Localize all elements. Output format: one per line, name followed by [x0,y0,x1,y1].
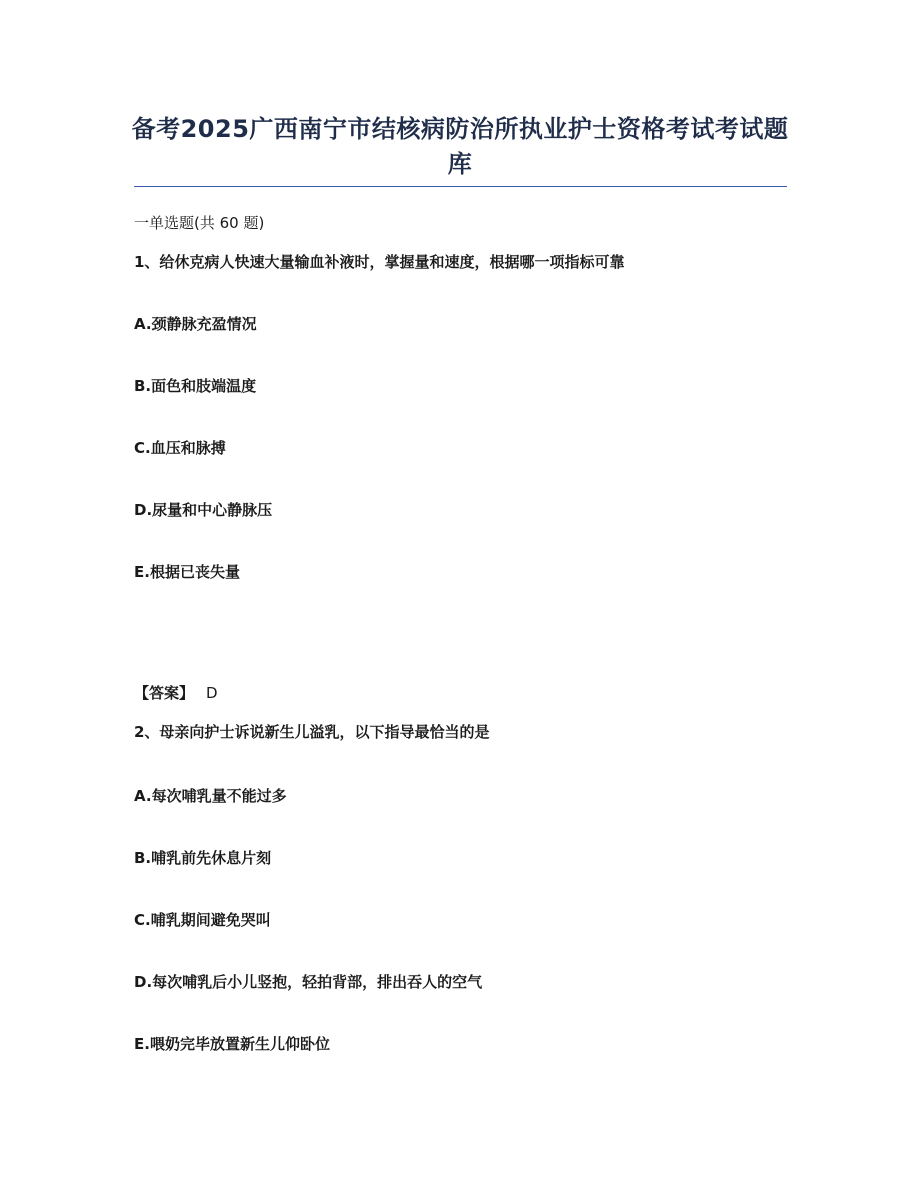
question-2-option-c: C.哺乳期间避免哭叫 [134,911,271,929]
page-title: 备考2025广西南宁市结核病防治所执业护士资格考试考试题库 [131,115,789,178]
question-2-option-e: E.喂奶完毕放置新生儿仰卧位 [134,1035,330,1053]
title-divider [134,186,787,187]
answer-label: 【答案】 [134,684,195,702]
question-1-option-c: C.血压和脉搏 [134,439,226,457]
section-header: 一单选题(共 60 题) [134,214,265,232]
question-2-stem: 2、母亲向护士诉说新生儿溢乳，以下指导最恰当的是 [134,723,490,741]
question-1-stem: 1、给休克病人快速大量输血补液时，掌握量和速度，根据哪一项指标可靠 [134,253,625,271]
question-1-option-a: A.颈静脉充盈情况 [134,315,257,333]
answer-value: D [206,684,218,702]
question-2-option-b: B.哺乳前先休息片刻 [134,849,272,867]
question-2-option-d: D.每次哺乳后小儿竖抱，轻拍背部，排出吞人的空气 [134,973,483,991]
question-1-answer [134,683,218,703]
question-1-option-d: D.尿量和中心静脉压 [134,501,273,519]
question-1-option-e: E.根据已丧失量 [134,563,240,581]
question-1-option-b: B.面色和肢端温度 [134,377,257,395]
question-2-option-a: A.每次哺乳量不能过多 [134,787,287,805]
